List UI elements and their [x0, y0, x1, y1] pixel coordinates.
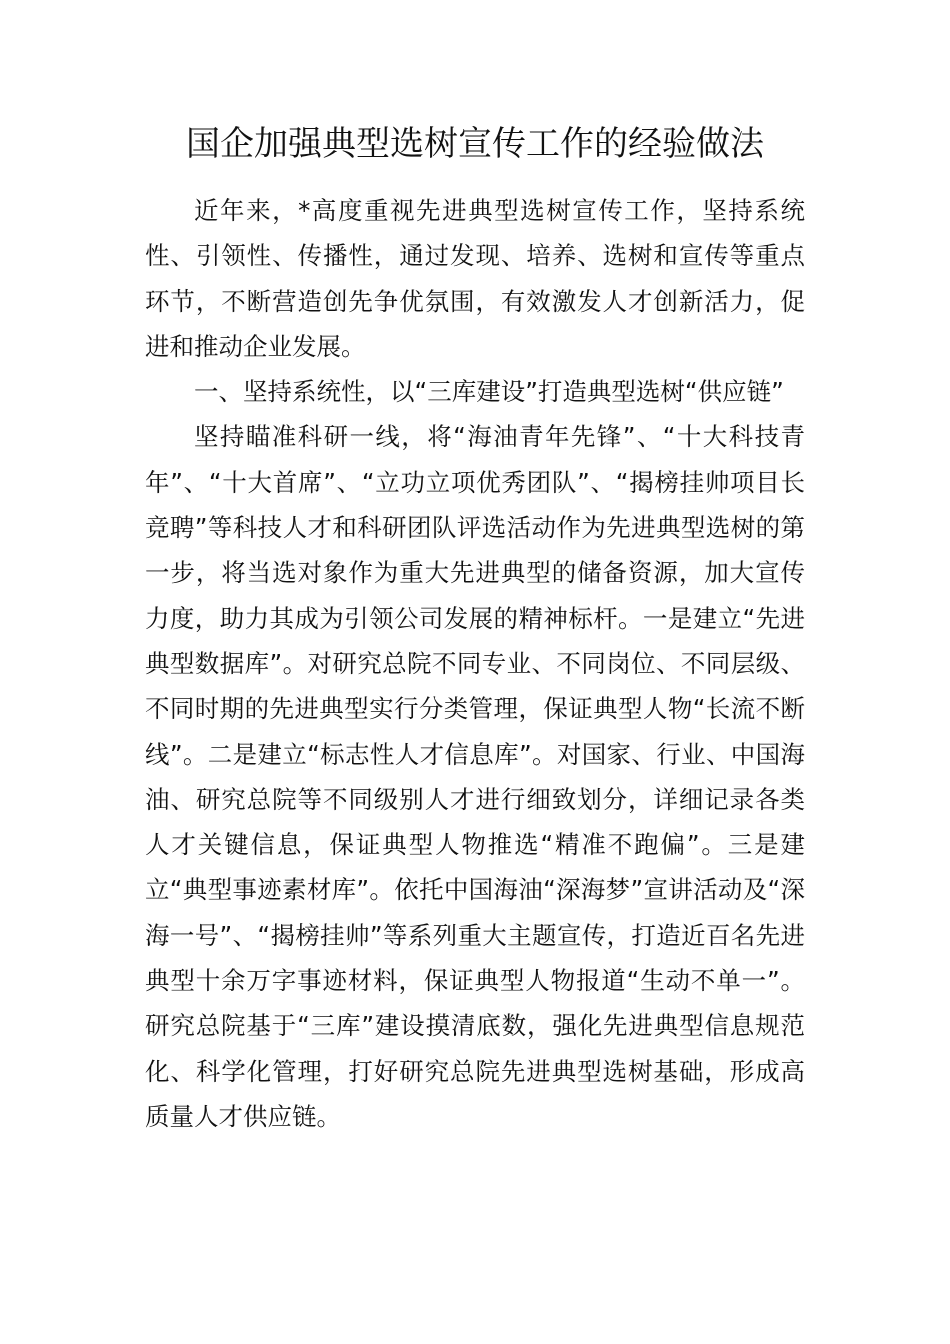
- section-heading-1: 一、坚持系统性，以“三库建设”打造典型选树“供应链”: [194, 377, 784, 407]
- document-title: 国企加强典型选树宣传工作的经验做法: [186, 124, 764, 164]
- paragraph-section-1: 坚持瞄准科研一线，将“海油青年先锋”、“十大科技青年”、“十大首席”、“立功立项优秀团队”、“揭榜挂帅项目长竞聘”等科技人才和科研团队评选活动作为先进典型选树的第一步，将当选对象作为重大先进典型的储备资源，加大宣传力度，助力其成为引领公司发展的精神标杆。一是建立“先进典型数据库”。对研究总院不同专业、不同岗位、不同层级、不同时期的先进典型实行分类管理，保证典型人物“长流不断线”。二是建立“标志性人才信息库”。对国家、行业、中国海油、研究总院等不同级别人才进行细致划分，详细记录各类人才关键信息，保证典型人物推选“精准不跑偏”。三是建立“典型事迹素材库”。依托中国海油“深海梦”宣讲活动及“深海一号”、“揭榜挂帅”等系列重大主题宣传，打造近百名先进典型十余万字事迹材料，保证典型人物报道“生动不单一”。研究总院基于“三库”建设摸清底数，强化先进典型信息规范化、科学化管理，打好研究总院先进典型选树基础，形成高质量人才供应链。: [145, 422, 805, 1131]
- paragraph-intro: 近年来，*高度重视先进典型选树宣传工作，坚持系统性、引领性、传播性，通过发现、培养、选树和宣传等重点环节，不断营造创先争优氛围，有效激发人才创新活力，促进和推动企业发展。: [145, 196, 805, 361]
- document-body: [145, 188, 805, 1139]
